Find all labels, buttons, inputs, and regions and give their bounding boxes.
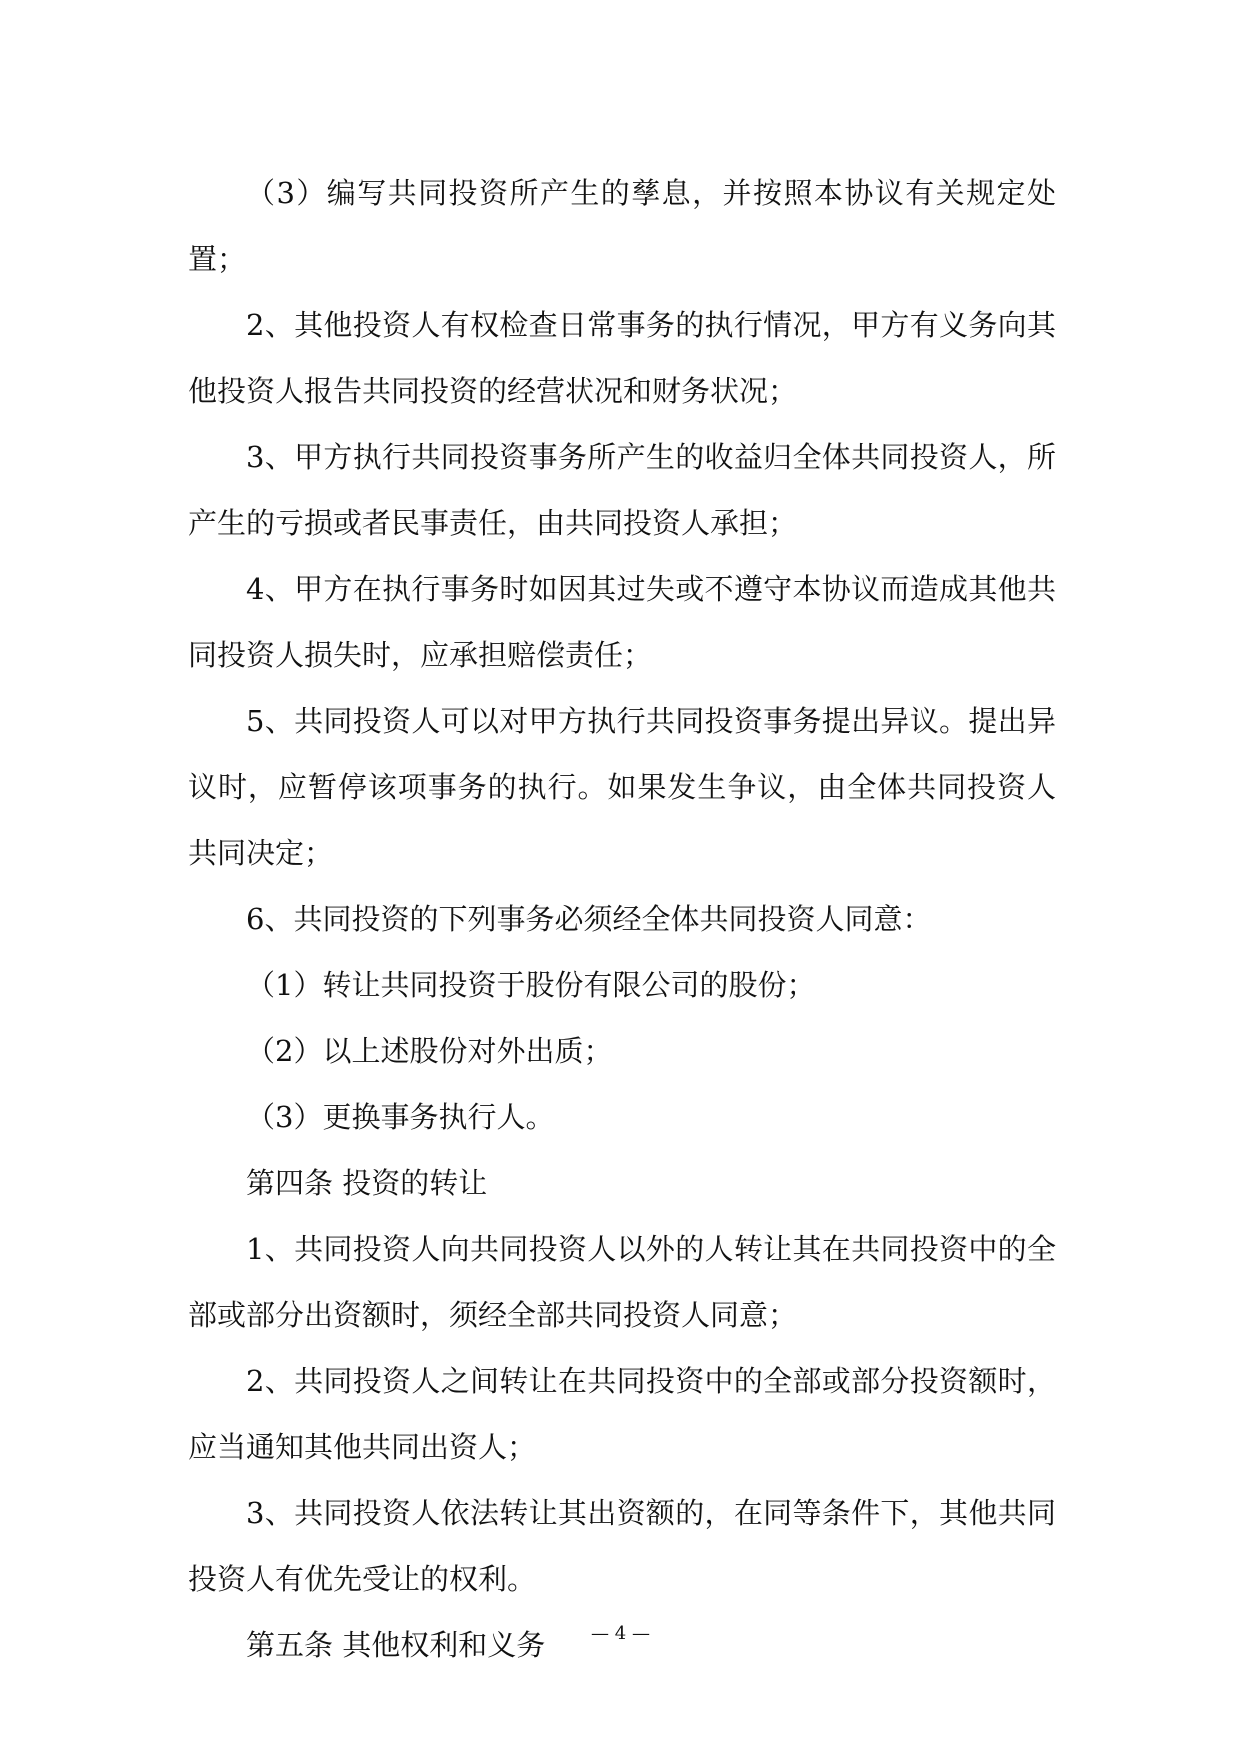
paragraph-transfer-3: 3、共同投资人依法转让其出资额的，在同等条件下，其他共同投资人有优先受让的权利。 xyxy=(188,1496,1056,1596)
section-heading-article-4: 第四条 投资的转让 xyxy=(246,1166,488,1200)
paragraph-clause-2: 2、其他投资人有权检查日常事务的执行情况，甲方有义务向其他投资人报告共同投资的经营状况和财务状况； xyxy=(188,308,1056,408)
paragraph-clause-4: 4、甲方在执行事务时如因其过失或不遵守本协议而造成其他共同投资人损失时，应承担赔偿责任； xyxy=(188,572,1056,672)
paragraph-sub-item-1: （1）转让共同投资于股份有限公司的股份； xyxy=(246,968,816,1002)
document-body xyxy=(188,160,1056,1678)
paragraph-transfer-2: 2、共同投资人之间转让在共同投资中的全部或部分投资额时，应当通知其他共同出资人； xyxy=(188,1364,1056,1464)
paragraph-clause-6: 6、共同投资的下列事务必须经全体共同投资人同意： xyxy=(246,902,932,936)
section-heading-article-5: 第五条 其他权利和义务 xyxy=(246,1628,546,1662)
paragraph-sub-item-3b: （3）更换事务执行人。 xyxy=(246,1100,555,1134)
paragraph-transfer-1: 1、共同投资人向共同投资人以外的人转让其在共同投资中的全部或部分出资额时，须经全部共同投资人同意； xyxy=(188,1232,1056,1332)
paragraph-sub-item-3: （3）编写共同投资所产生的孳息，并按照本协议有关规定处置； xyxy=(188,176,1056,276)
page-number: — 4 — xyxy=(591,1623,650,1644)
paragraph-clause-3: 3、甲方执行共同投资事务所产生的收益归全体共同投资人，所产生的亏损或者民事责任，由共同投资人承担； xyxy=(188,440,1056,540)
paragraph-sub-item-2: （2）以上述股份对外出质； xyxy=(246,1034,613,1068)
paragraph-clause-5: 5、共同投资人可以对甲方执行共同投资事务提出异议。提出异议时，应暂停该项事务的执行。如果发生争议，由全体共同投资人共同决定； xyxy=(188,704,1056,870)
